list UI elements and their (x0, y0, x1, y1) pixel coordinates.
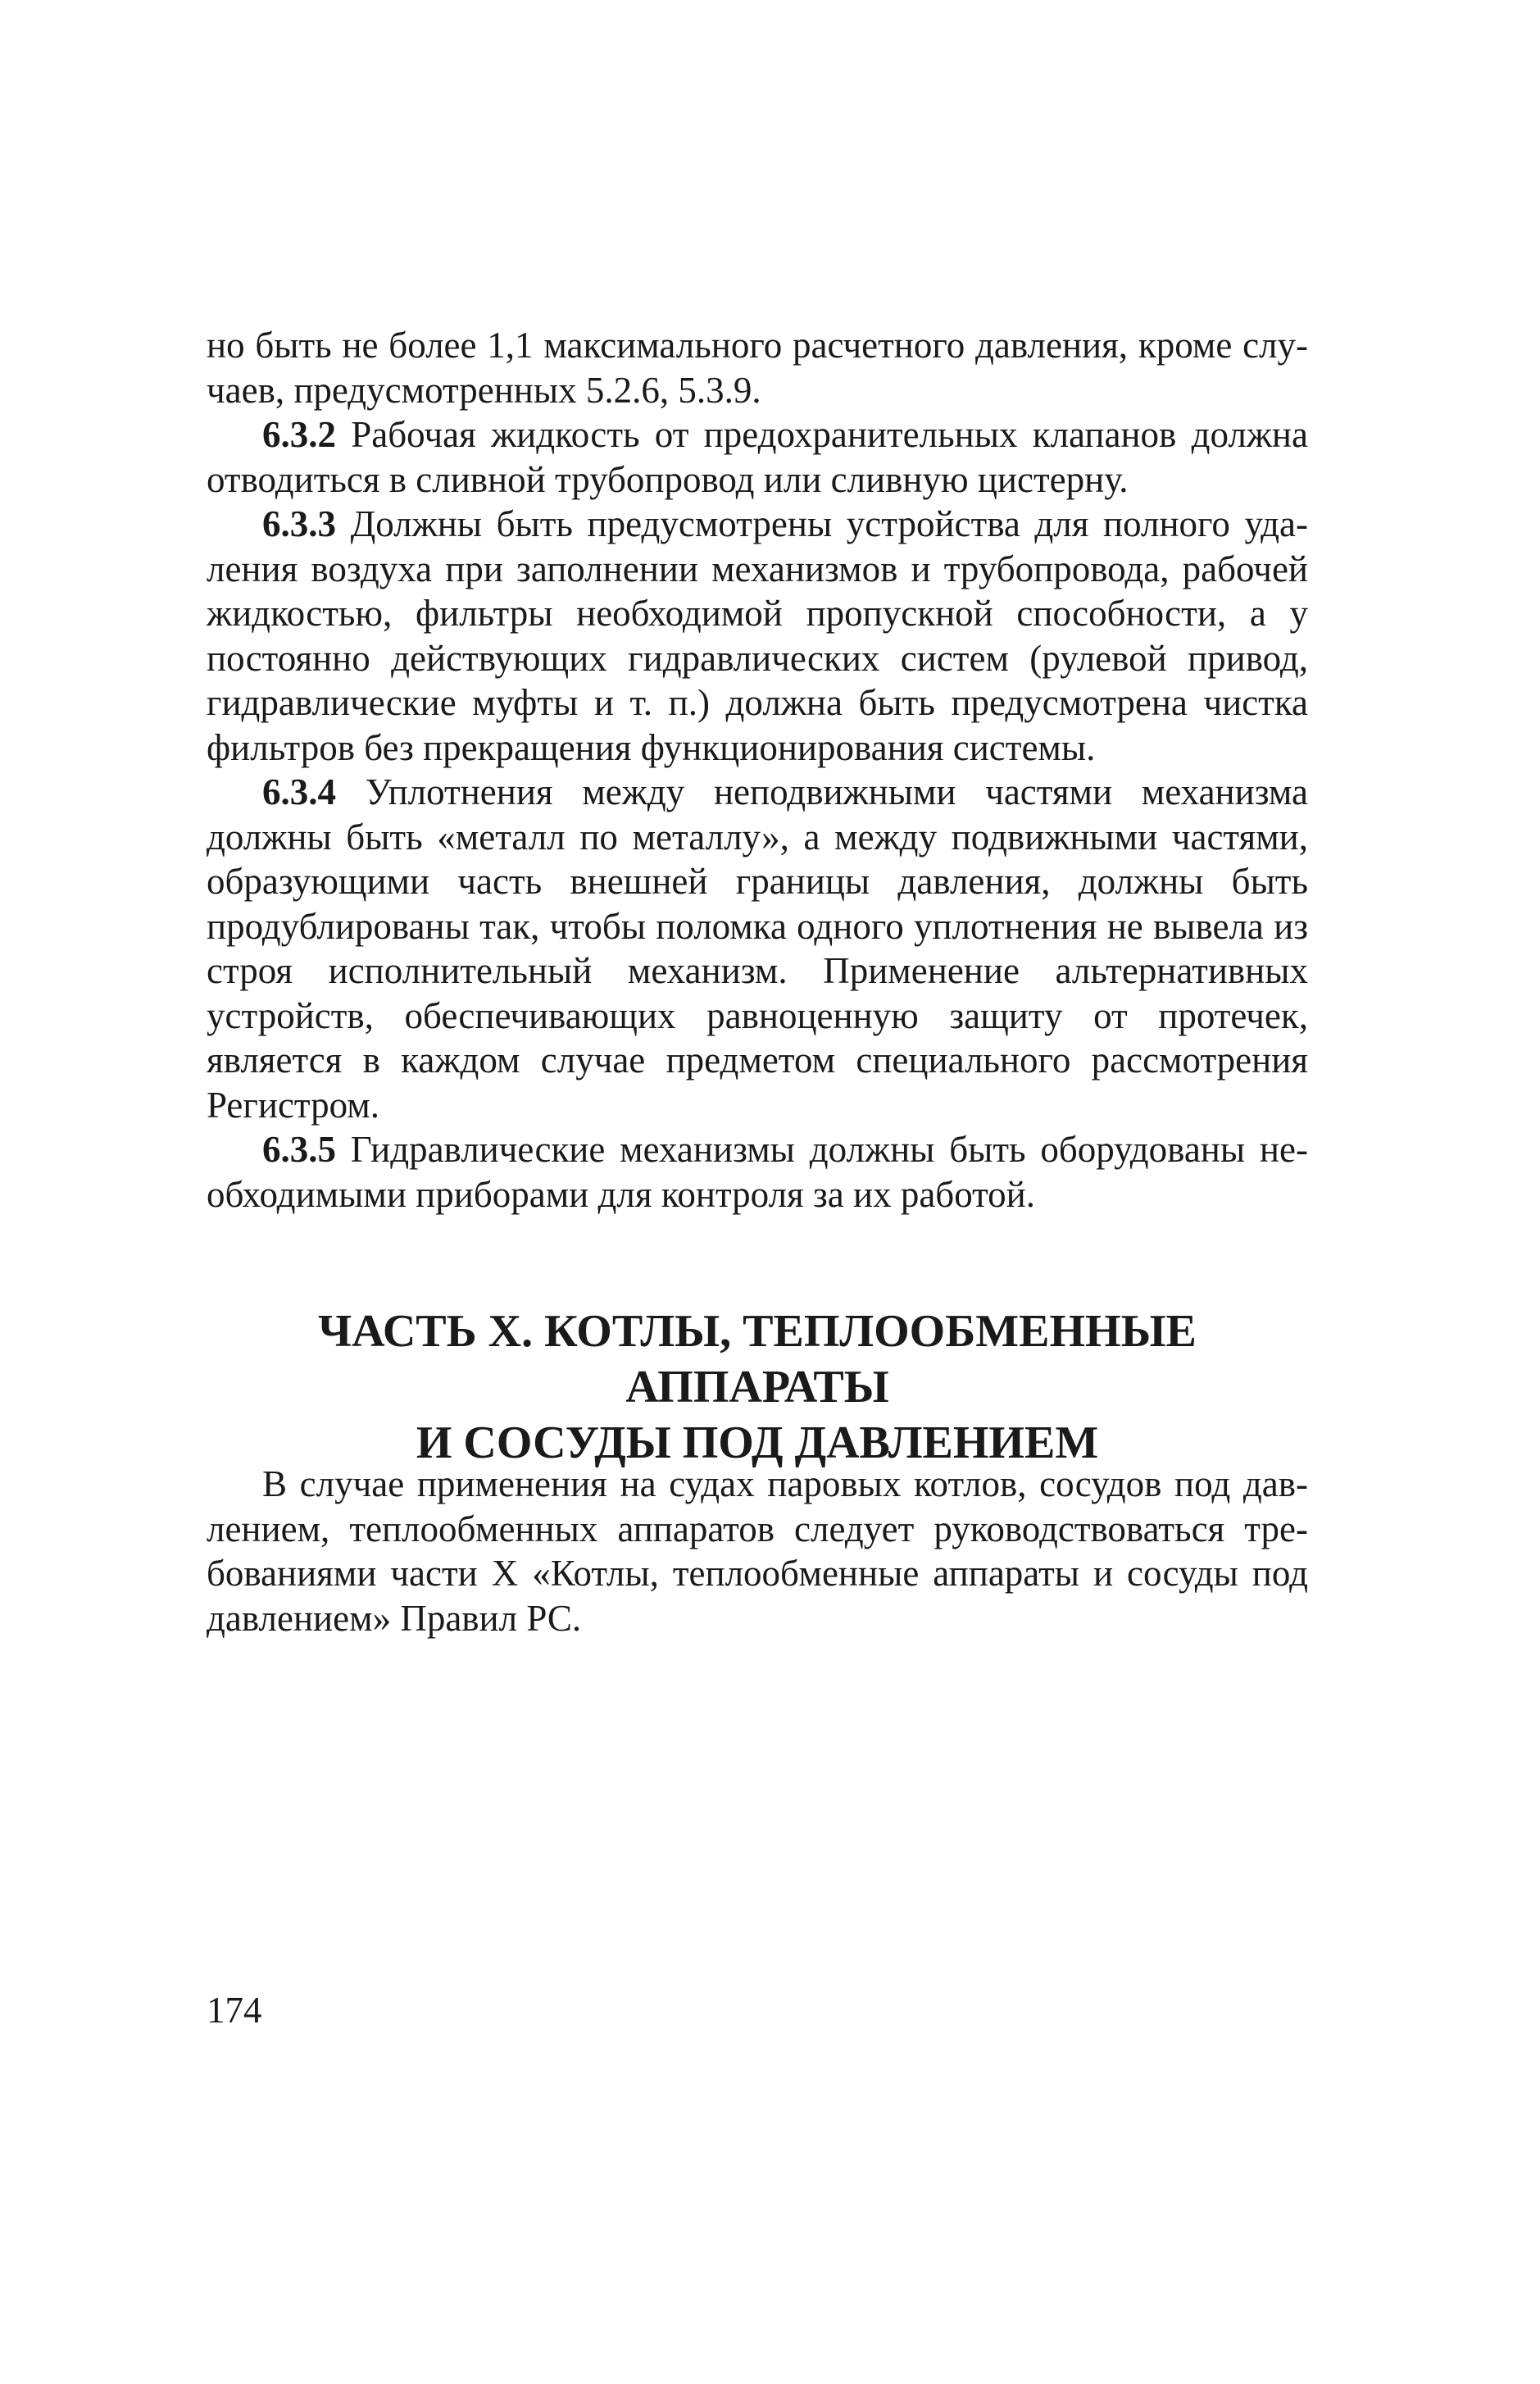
paragraph-text: но быть не более 1,1 максимального расчетного давления, кроме случаев, предусмотренных 5.2.6, 5.3.9. (207, 325, 1308, 411)
page-number: 174 (207, 1990, 262, 2031)
paragraph-text: Гидравлические механизмы должны быть оборудованы необходимыми приборами для контроля за их работой. (207, 1129, 1308, 1215)
part-heading-line-1: ЧАСТЬ X. КОТЛЫ, ТЕПЛООБМЕННЫЕ АППАРАТЫ (318, 1306, 1197, 1413)
part-heading-line-2: И СОСУДЫ ПОД ДАВЛЕНИЕМ (416, 1417, 1099, 1468)
paragraph-6-3-2 (207, 412, 1308, 502)
paragraph-text: Должны быть предусмотрены устройства для полного удаления воздуха при заполнении механизмов и трубопровода, рабочей жидкостью, фильтры необходимой пропускной способности, а у постоянно действующих гидравлических систем (рулевой привод, гидравлические муфты и т. п.) должна быть предусмотрена чистка фильтров без прекращения функционирования системы. (207, 503, 1308, 768)
clause-number: 6.3.2 (262, 414, 336, 455)
paragraph-text: Уплотнения между неподвижными частями механизма должны быть «металл по металлу», а между подвижными частями, образующими часть внешней границы давления, должны быть продублированы так, чтобы поломка одного уплотнения не вывела из строя исполнительный механизм. Применение альтернативных устройств, обеспечивающих равноценную защиту от протечек, является в каждом случае предметом специального рассмотрения Регистром. (207, 771, 1308, 1126)
closing-paragraph: В случае применения на судах паровых котлов, сосудов под давлением, теплообменных аппаратов следует руководствоваться требованиями части X «Котлы, теплообменные аппараты и сосуды под давлением» Правил РС. (207, 1463, 1308, 1639)
paragraph-6-3-4 (207, 770, 1308, 1127)
section-6-3-text (207, 323, 1308, 1217)
paragraph-text: Рабочая жидкость от предохранительных клапанов должна отводиться в сливной трубопровод или сливную цистерну. (207, 414, 1308, 500)
clause-number: 6.3.4 (262, 771, 336, 812)
paragraph-continuation (207, 323, 1308, 412)
paragraph-6-3-3 (207, 502, 1308, 770)
paragraph-6-3-5 (207, 1127, 1308, 1217)
part-heading (207, 1303, 1308, 1471)
clause-number: 6.3.5 (262, 1129, 336, 1170)
clause-number: 6.3.3 (262, 503, 336, 544)
